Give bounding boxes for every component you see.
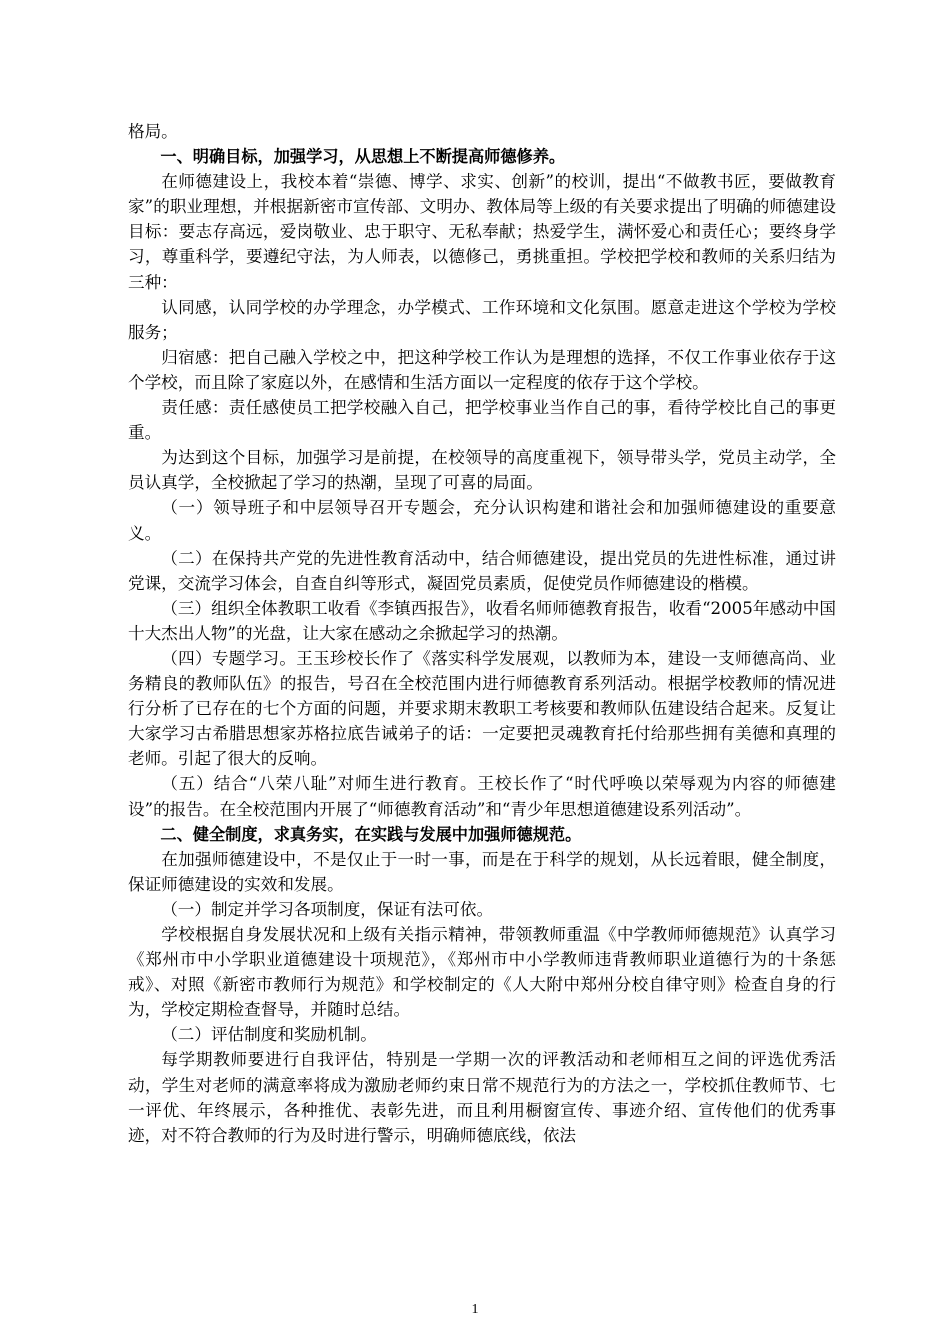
paragraph: （五）结合“八荣八耻”对师生进行教育。王校长作了“时代呼唤以荣辱观为内容的师德建设”的报告。在全校范围内开展了“师德教育活动”和“青少年思想道德建设系列活动”。 [128,774,836,819]
subsection-heading: （二）评估制度和奖励机制。 [161,1025,377,1045]
paragraph: 责任感：责任感使员工把学校融入自己，把学校事业当作自己的事，看待学校比自己的事更重。 [128,398,836,443]
section-heading: 二、健全制度，求真务实，在实践与发展中加强师德规范。 [160,824,582,844]
paragraph: 每学期教师要进行自我评估，特别是一学期一次的评教活动和老师相互之间的评选优秀活动，学生对老师的满意率将成为激励老师约束日常不规范行为的方法之一，学校抓住教师节、七一评优、年终展示，各种推优、表彰先进，而且利用橱窗宣传、事迹介绍、宣传他们的优秀事迹，对不符合教师的行为及时进行警示，明确师德底线，依法 [128,1050,836,1145]
paragraph: 在加强师德建设中，不是仅止于一时一事，而是在于科学的规划，从长远着眼，健全制度，保证师德建设的实效和发展。 [128,849,836,894]
paragraph: （三）组织全体教职工收看《李镇西报告》，收看名师师德教育报告，收看“2005年感动中国十大杰出人物”的光盘，让大家在感动之余掀起学习的热潮。 [128,598,836,643]
section-heading: 一、明确目标，加强学习，从思想上不断提高师德修养。 [160,147,566,167]
page-number: 1 [471,1302,479,1317]
paragraph: （一）领导班子和中层领导召开专题会，充分认识构建和谐社会和加强师德建设的重要意义。 [128,498,836,543]
subsection-heading: （一）制定并学习各项制度，保证有法可依。 [161,899,494,919]
paragraph: 格局。 [128,122,178,141]
paragraph: （二）在保持共产党的先进性教育活动中，结合师德建设，提出党员的先进性标准，通过讲党课，交流学习体会，自查自纠等形式，凝固党员素质，促使党员作师德建设的楷模。 [128,548,836,593]
paragraph: 归宿感：把自己融入学校之中，把这种学校工作认为是理想的选择，不仅工作事业依存于这个学校，而且除了家庭以外，在感情和生活方面以一定程度的依存于这个学校。 [128,347,836,392]
paragraph: 学校根据自身发展状况和上级有关指示精神，带领教师重温《中学教师师德规范》认真学习《郑州市中小学职业道德建设十项规范》，《郑州市中小学教师违背教师职业道德行为的十条惩戒》、对照《新密市教师行为规范》和学校制定的《人大附中郑州分校自律守则》检查自身的行为，学校定期检查督导，并随时总结。 [128,925,836,1020]
paragraph: 为达到这个目标，加强学习是前提，在校领导的高度重视下，领导带头学，党员主动学，全员认真学，全校掀起了学习的热潮，呈现了可喜的局面。 [128,448,836,493]
paragraph: （四）专题学习。王玉珍校长作了《落实科学发展观，以教师为本，建设一支师德高尚、业务精良的教师队伍》的报告，号召在全校范围内进行师德教育系列活动。根据学校教师的情况进行分析了已存在的七个方面的问题，并要求期末教职工考核要和教师队伍建设结合起来。反复让大家学习古希腊思想家苏格拉底告诫弟子的话：一定要把灵魂教育托付给那些拥有美德和真理的老师。引起了很大的反响。 [128,648,836,769]
paragraph: 认同感，认同学校的办学理念，办学模式、工作环境和文化氛围。愿意走进这个学校为学校服务； [128,297,836,342]
paragraph: 在师德建设上，我校本着“崇德、博学、求实、创新”的校训，提出“不做教书匠，要做教育家”的职业理想，并根据新密市宣传部、文明办、教体局等上级的有关要求提出了明确的师德建设目标：要志存高远，爱岗敬业、忠于职守、无私奉献；热爱学生，满怀爱心和责任心；要终身学习，尊重科学，要遵纪守法，为人师表，以德修己，勇挑重担。学校把学校和教师的关系归结为三种： [128,172,836,292]
document-body [128,119,836,1148]
